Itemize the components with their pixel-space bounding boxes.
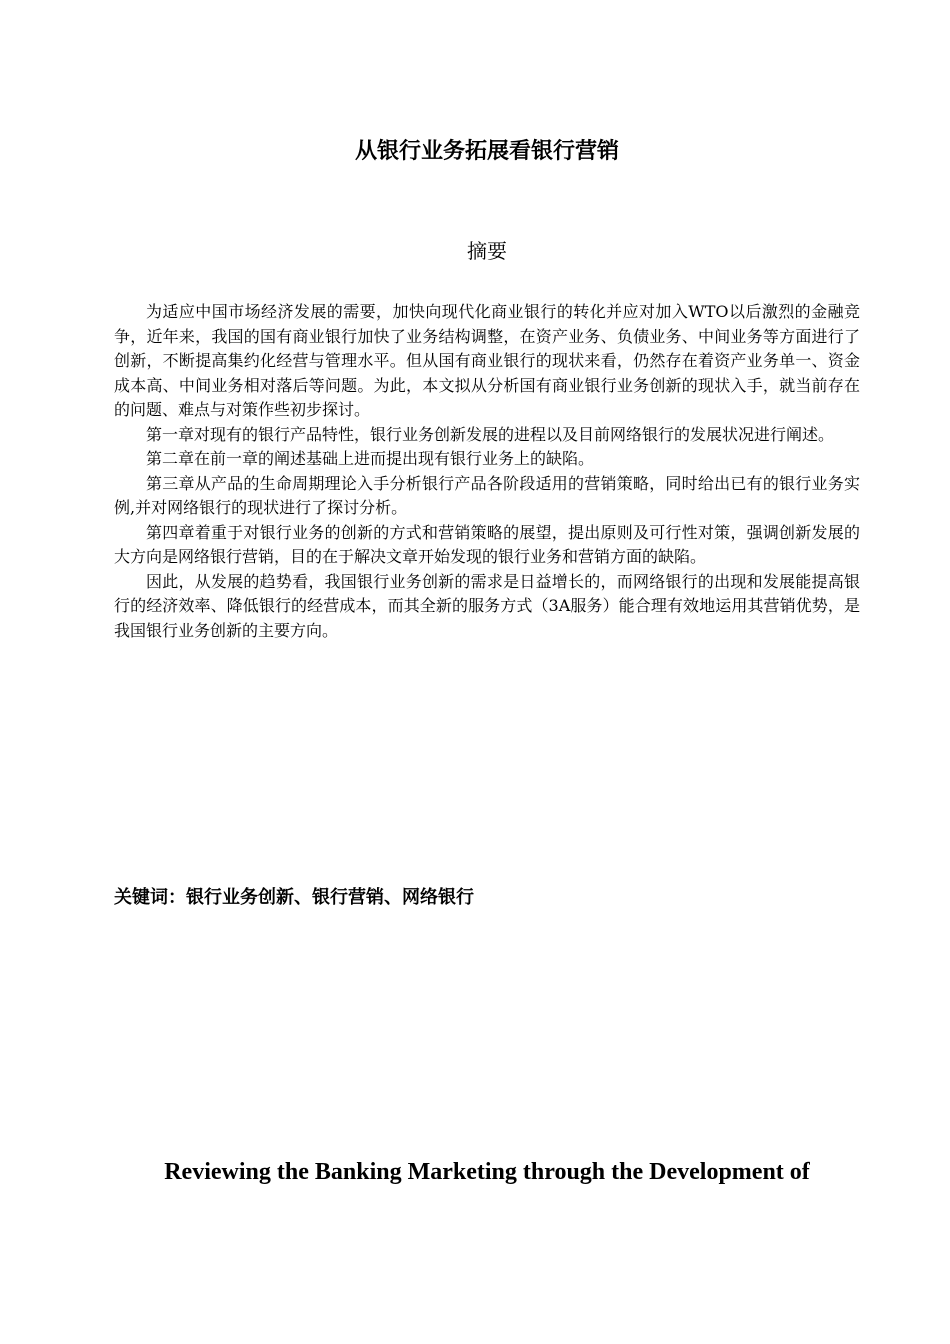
abstract-paragraph: 第二章在前一章的阐述基础上进而提出现有银行业务上的缺陷。 (146, 449, 595, 468)
abstract-paragraph: 第一章对现有的银行产品特性，银行业务创新发展的进程以及目前网络银行的发展状况进行阐述。 (146, 424, 835, 444)
keywords-line: 关键词：银行业务创新、银行营销、网络银行 (114, 887, 474, 908)
abstract-body (114, 300, 860, 643)
english-title: Reviewing the Banking Marketing through the Development of (164, 1159, 810, 1185)
abstract-paragraph: 第三章从产品的生命周期理论入手分析银行产品各阶段适用的营销策略，同时给出已有的银行业务实例,并对网络银行的现状进行了探讨分析。 (114, 473, 860, 517)
abstract-paragraph: 第四章着重于对银行业务的创新的方式和营销策略的展望，提出原则及可行性对策，强调创新发展的大方向是网络银行营销，目的在于解决文章开始发现的银行业务和营销方面的缺陷。 (114, 522, 860, 566)
document-title: 从银行业务拓展看银行营销 (354, 139, 619, 164)
abstract-paragraph: 为适应中国市场经济发展的需要，加快向现代化商业银行的转化并应对加入WTO以后激烈的金融竞争，近年来，我国的国有商业银行加快了业务结构调整，在资产业务、负债业务、中间业务等方面进行了创新，不断提高集约化经营与管理水平。但从国有商业银行的现状来看，仍然存在着资产业务单一、资金成本高、中间业务相对落后等问题。为此，本文拟从分析国有商业银行业务创新的现状入手，就当前存在的问题、难点与对策作些初步探讨。 (114, 302, 860, 419)
abstract-paragraph: 因此，从发展的趋势看，我国银行业务创新的需求是日益增长的，而网络银行的出现和发展能提高银行的经济效率、降低银行的经营成本，而其全新的服务方式（3A服务）能合理有效地运用其营销优势，是我国银行业务创新的主要方向。 (114, 571, 860, 640)
abstract-heading: 摘要 (467, 239, 507, 263)
